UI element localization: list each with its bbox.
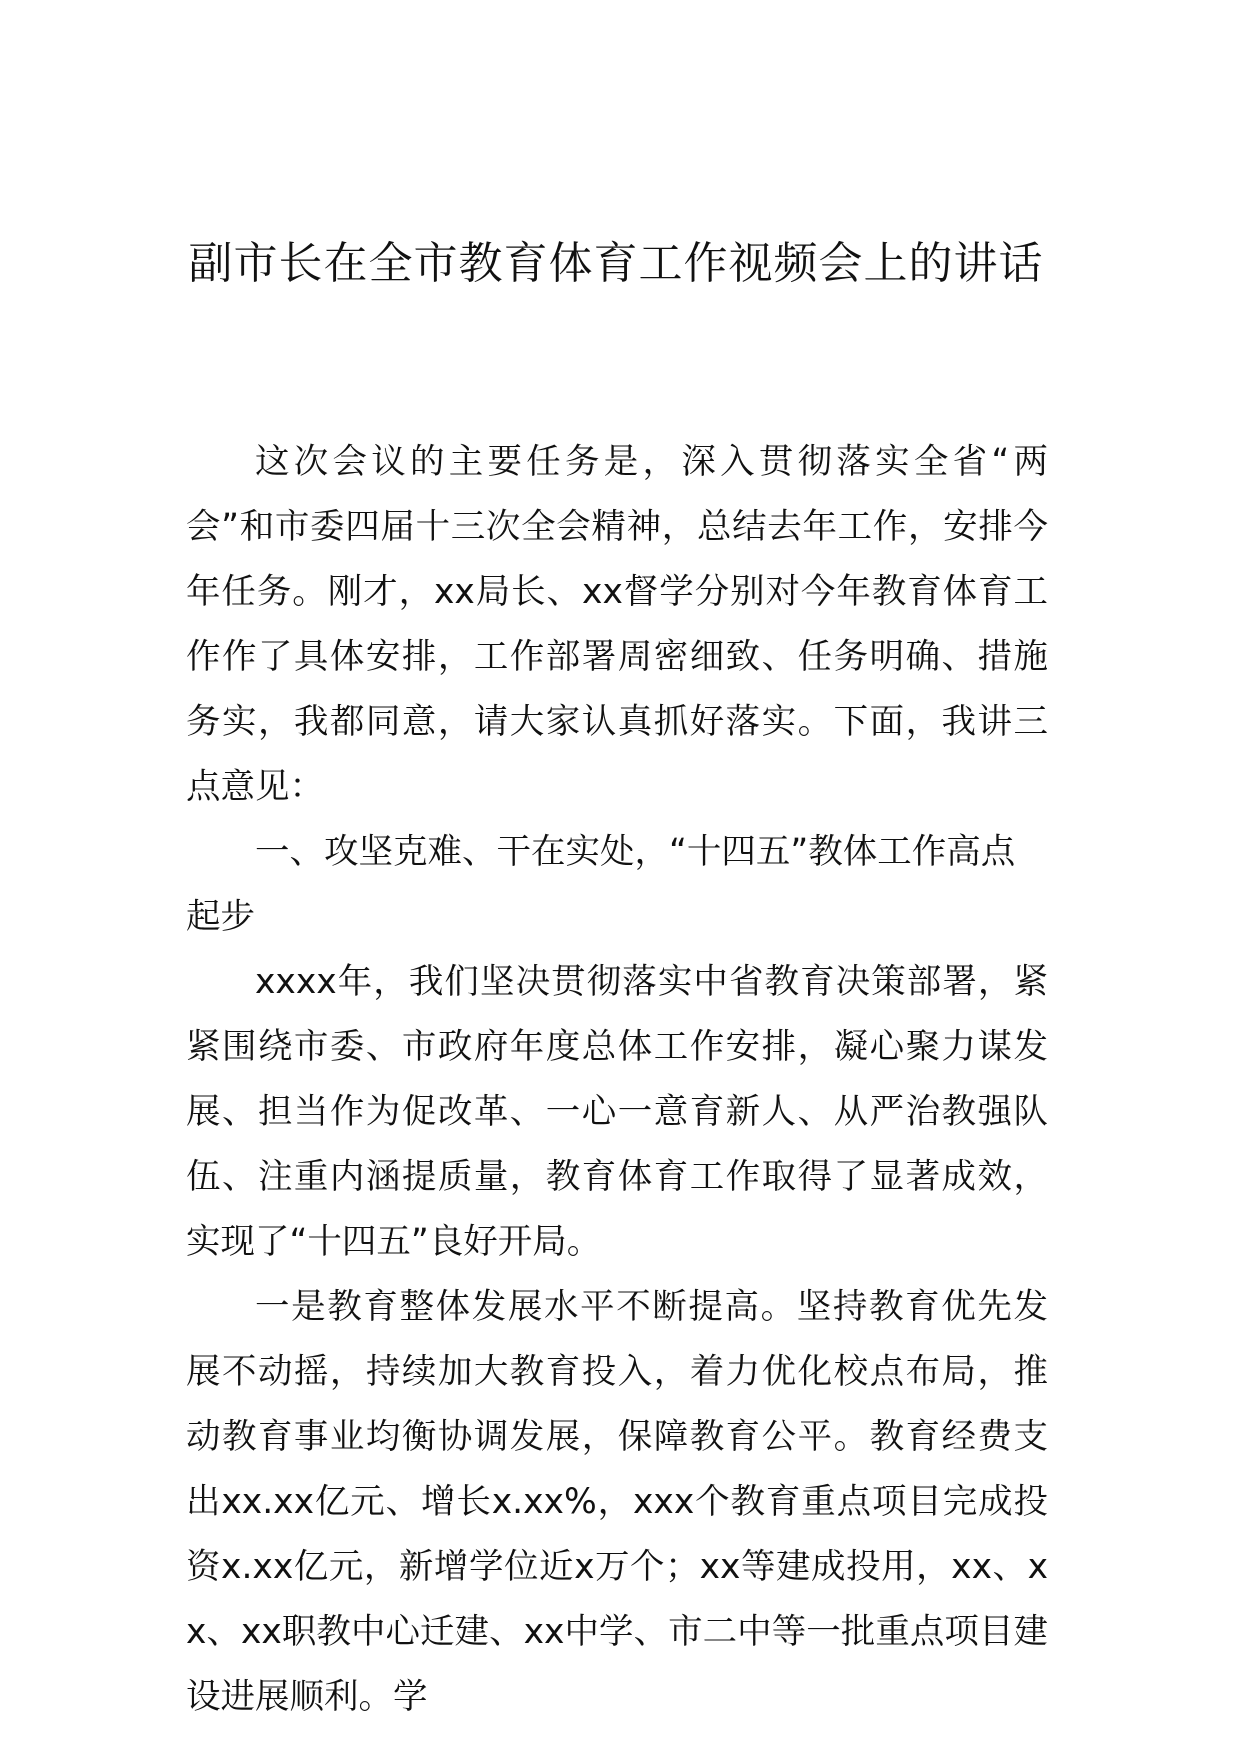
intro-paragraph: 这次会议的主要任务是，深入贯彻落实全省“两会”和市委四届十三次全会精神，总结去年工作，安排今年任务。刚才，xx局长、xx督学分别对今年教育体育工作作了具体安排，工作部署周密细致、任务明确、措施务实，我都同意，请大家认真抓好落实。下面，我讲三点意见： (186, 442, 1048, 807)
section-heading-1: 一、攻坚克难、干在实处，“十四五”教体工作高点起步 (186, 832, 1016, 937)
summary-paragraph: xxxx年，我们坚决贯彻落实中省教育决策部署，紧紧围绕市委、市政府年度总体工作安排，凝心聚力谋发展、担当作为促改革、一心一意育新人、从严治教强队伍、注重内涵提质量，教育体育工作取得了显著成效，实现了“十四五”良好开局。 (186, 962, 1048, 1262)
document-title: 副市长在全市教育体育工作视频会上的讲话 (188, 238, 1044, 289)
document-body (186, 430, 1048, 1730)
point-one-paragraph: 一是教育整体发展水平不断提高。坚持教育优先发展不动摇，持续加大教育投入，着力优化校点布局，推动教育事业均衡协调发展，保障教育公平。教育经费支出xx.xx亿元、增长x.xx%，xxx个教育重点项目完成投资x.xx亿元，新增学位近x万个；xx等建成投用，xx、xx、xx职教中心迁建、xx中学、市二中等一批重点项目建设进展顺利。学 (186, 1287, 1048, 1717)
